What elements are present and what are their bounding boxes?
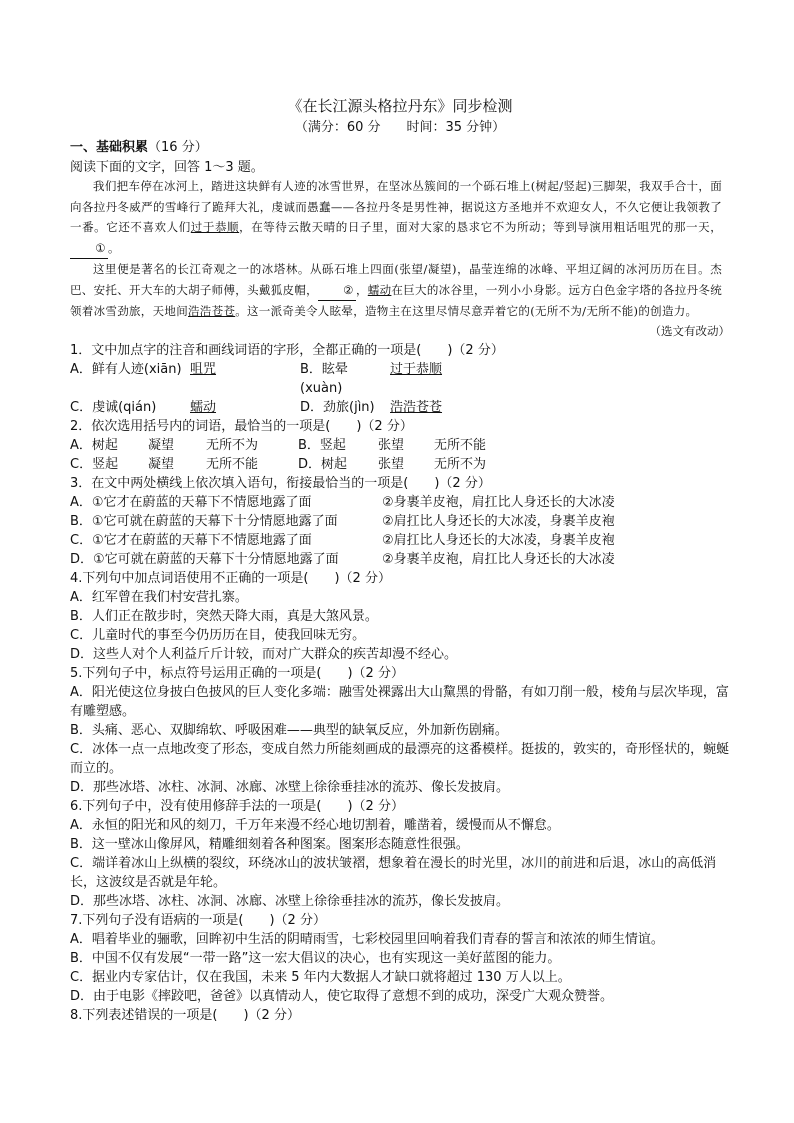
option-text: ②肩扛比人身还长的大冰凌，身裹羊皮袍 <box>382 533 615 548</box>
section-heading <box>70 136 208 155</box>
passage-paragraph <box>70 259 722 322</box>
option-line: C．儿童时代的事至今仍历历在目，使我回味无穷。 <box>70 628 366 643</box>
option-line: B．人们正在散步时，突然天降大雨，真是大煞风景。 <box>70 609 378 624</box>
passage-text: 。这一派奇美令人眩晕，造物主在这里尽情尽意弄着它的(无所不为/无所不能)的创造力。 <box>235 304 698 318</box>
passage-paragraph <box>70 176 722 259</box>
option-line: D．由于电影《摔跤吧，爸爸》以真情动人，使它取得了意想不到的成功，深受广大观众赞誉。 <box>70 989 614 1004</box>
option-line: A．红军曾在我们村安营扎寨。 <box>70 590 248 605</box>
option-text: 张望 <box>378 438 405 453</box>
section-points: （16 分） <box>148 140 208 155</box>
option-text: D．①它可就在蔚蓝的天幕下十分情愿地露了面 <box>70 552 339 567</box>
option-line: C．据业内专家估计，仅在我国，未来 5 年内大数据人才缺口就将超过 130 万人以上。 <box>70 970 571 985</box>
option-text: 张望 <box>378 457 405 472</box>
option-text: C．①它才在蔚蓝的天幕下不情愿地露了面 <box>70 533 312 548</box>
option-text: 咀咒 <box>190 362 217 377</box>
question-8 <box>70 1006 730 1025</box>
passage-text: ， <box>355 282 368 297</box>
option-text: ②肩扛比人身还长的大冰凌，身裹羊皮袍 <box>382 514 615 529</box>
question-stem: 7.下列句子没有语病的一项是( )（2 分） <box>70 913 326 928</box>
option-text: A．①它才在蔚蓝的天幕下不情愿地露了面 <box>70 495 312 510</box>
option-row <box>70 398 730 417</box>
option-text: 劲旅(jìn) <box>323 400 375 415</box>
question-1 <box>70 341 730 417</box>
underlined-phrase: 浩浩苍苍 <box>188 304 236 318</box>
fill-blank: ① <box>70 238 108 260</box>
question-6 <box>70 797 730 911</box>
option-row <box>70 550 730 569</box>
option-line: D．这些人对个人利益斤斤计较，而对广大群众的疾苦却漫不经心。 <box>70 647 458 662</box>
option-text: ②身裹羊皮袍，肩扛比人身还长的大冰凌 <box>382 495 615 510</box>
option-text: C．竖起 <box>70 457 119 472</box>
option-text: 浩浩苍苍 <box>390 400 443 415</box>
question-7 <box>70 911 730 1006</box>
question-2 <box>70 417 730 474</box>
passage-text: ，在等待云散天晴的日子里，面对大家的恳求它不为所动；等到导演用粗话咀咒的那一天， <box>239 220 723 234</box>
fill-blank: ② <box>318 280 356 302</box>
option-row <box>70 436 730 455</box>
option-line: B．头痛、恶心、双脚绵软、呼吸困难——典型的缺氧反应，外加新伤剧痛。 <box>70 723 508 738</box>
source-note: （选文有改动） <box>649 324 730 338</box>
option-line: C．端详着冰山上纵横的裂纹，环绕冰山的波状皱褶，想象着在漫长的时光里，冰川的前进和后退，冰山的高低消长，这波纹是否就是年轮。 <box>70 856 717 890</box>
option-letter: A． <box>70 362 92 377</box>
option-text: 凝望 <box>148 438 175 453</box>
option-line: B．这一壁冰山像屏风，精雕细刻着各种图案。图案形态随意性很强。 <box>70 837 469 852</box>
option-text: B．竖起 <box>298 438 346 453</box>
option-line: B．中国不仅有发展“一带一路”这一宏大倡议的决心，也有实现这一美好蓝图的能力。 <box>70 951 561 966</box>
question-stem: 5.下列句子中，标点符号运用正确的一项是( )（2 分） <box>70 666 404 681</box>
passage-text: 这里便是著名的长江奇观之一的冰塔林。从砾石堆上四面(张望/凝望)，晶莹连绵的冰峰、平坦辽阔的冰河历历在目。杰巴、安托、开大车的大胡子师傅，头戴狐皮帽， <box>70 262 722 297</box>
option-line: A．唱着毕业的骊歌，回眸初中生活的阴晴雨雪，七彩校园里回响着我们青春的誓言和浓浓的师生情谊。 <box>70 932 664 947</box>
question-3 <box>70 474 730 569</box>
passage-text: 我们把车停在冰河上，踏进这块鲜有人迹的冰雪世界，在坚冰丛簇间的一个砾石堆上(树起/竖起)三脚架，我双手合十，面向各拉丹冬威严的雪峰行了跪拜大礼，虔诚而愚蠢——各拉丹冬是男性神，据说这方圣地并不欢迎女人，不久它便让我领教了一番。它还不喜欢人们 <box>70 179 722 234</box>
option-text: 无所不能 <box>206 457 259 472</box>
option-letter: D． <box>300 400 324 415</box>
section-heading-text: 一、基础积累 <box>70 140 149 155</box>
reading-passage <box>70 176 722 322</box>
option-text: ②身裹羊皮袍，肩扛比人身还长的大冰凌 <box>382 552 615 567</box>
reading-intro: 阅读下面的文字，回答 1～3 题。 <box>70 160 264 175</box>
option-text: A．树起 <box>70 438 118 453</box>
option-text: 眩晕(xuàn) <box>300 362 348 396</box>
underlined-phrase: 蠕动 <box>367 282 392 297</box>
underlined-phrase: 过于恭顺 <box>190 220 240 234</box>
question-stem: 8.下列表述错误的一项是( )（2 分） <box>70 1008 300 1023</box>
option-text: 蠕动 <box>190 400 217 415</box>
option-text: 过于恭顺 <box>390 362 443 377</box>
option-text: 无所不能 <box>434 438 487 453</box>
option-line: D．那些冰塔、冰柱、冰洞、冰廊、冰壁上徐徐垂挂冰的流苏，像长发披肩。 <box>70 894 510 909</box>
questions <box>70 341 730 1025</box>
question-4 <box>70 569 730 664</box>
option-row <box>70 455 730 474</box>
page-title: 《在长江源头格拉丹东》同步检测 <box>287 97 513 115</box>
option-letter: B． <box>300 362 322 377</box>
passage-text: 。 <box>108 240 120 255</box>
option-text: 无所不为 <box>434 457 487 472</box>
option-text: 鲜有人迹(xiān) <box>91 362 182 377</box>
option-row <box>70 493 730 512</box>
option-line: A．永恒的阳光和风的刻刀，千万年来漫不经心地切割着，雕凿着，缓慢而从不懈怠。 <box>70 818 560 833</box>
page-subtitle: （满分：60 分 时间：35 分钟） <box>294 120 506 135</box>
question-stem: 1．文中加点字的注音和画线词语的字形，全都正确的一项是( )（2 分） <box>70 343 504 358</box>
option-text: 虔诚(qián) <box>92 400 157 415</box>
option-line: D．那些冰塔、冰柱、冰洞、冰廊、冰壁上徐徐垂挂冰的流苏、像长发披肩。 <box>70 780 510 795</box>
question-stem: 2．依次选用括号内的词语，最恰当的一项是( )（2 分） <box>70 419 413 434</box>
passage-text: 在巨大的冰谷里，一列小小身影。远方白色金字塔的各拉丹冬统领着冰雪劲旅，天地间 <box>70 282 722 318</box>
option-line: A．阳光使这位身披白色披风的巨人变化多端：融雪处裸露出大山黧黑的骨骼，有如刀削一般，棱角与层次毕现，富有雕塑感。 <box>70 685 729 719</box>
option-line: C．冰体一点一点地改变了形态，变成自然力所能刻画成的最漂亮的这番模样。挺拔的，敦实的，奇形怪状的，蜿蜒而立的。 <box>70 742 730 776</box>
question-5 <box>70 664 730 797</box>
option-text: D．树起 <box>298 457 348 472</box>
option-row <box>70 360 730 398</box>
option-letter: C． <box>70 400 93 415</box>
question-stem: 3．在文中两处横线上依次填入语句，衔接最恰当的一项是( )（2 分） <box>70 476 491 491</box>
question-stem: 6.下列句子中，没有使用修辞手法的一项是( )（2 分） <box>70 799 404 814</box>
option-text: 无所不为 <box>206 438 259 453</box>
option-row <box>70 531 730 550</box>
option-text: 凝望 <box>148 457 175 472</box>
question-stem: 4.下列句中加点词语使用不正确的一项是( )（2 分） <box>70 571 391 586</box>
option-text: B．①它可就在蔚蓝的天幕下十分情愿地露了面 <box>70 514 338 529</box>
option-row <box>70 512 730 531</box>
